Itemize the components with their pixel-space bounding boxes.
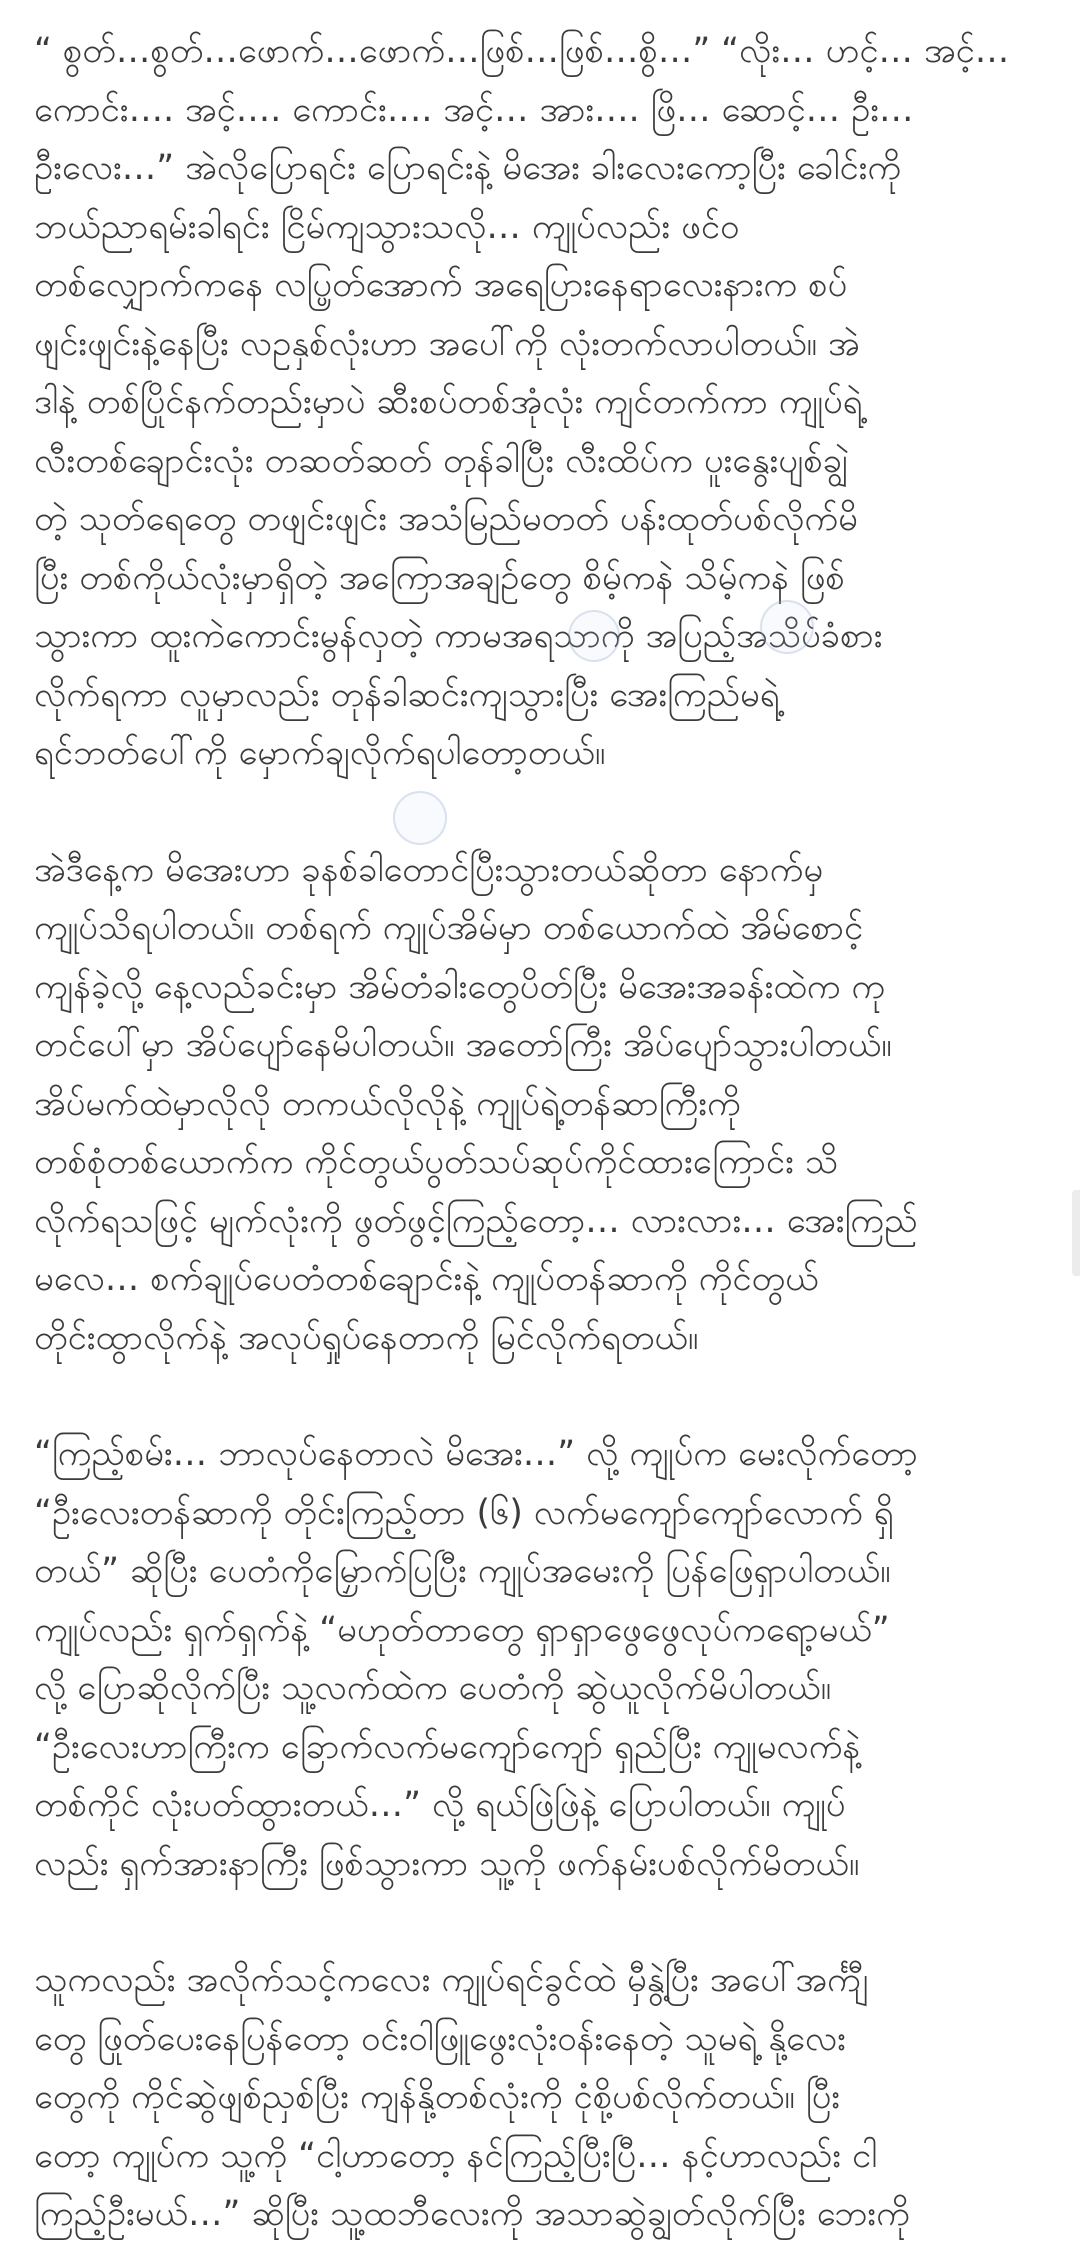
story-paragraph-1: “ စွတ်…စွတ်…ဖောက်…ဖောက်…ဖြစ်…ဖြစ်…စွိ…” “လိုး… ဟင့်… အင့်… ကောင်း…. အင့်…. ကောင်း…. အင့်… အား…. ဖြိ… ဆောင့်… ဦး… ဦးလေး…” အဲလိုပြောရင်း ပြောရင်းနဲ့ မိအေး ခါးလေးကော့ပြီး ခေါင်းကို ဘယ်ညာရမ်းခါရင်း ငြိမ်ကျသွားသလို… ကျုပ်လည်း ဖင်ဝ တစ်လျှောက်ကနေ လပ္ပြတ်အောက် အရေပြားနေရာလေးနားက စပ် ဖျင်းဖျင်းနဲ့နေပြီး လဥနှစ်လုံးဟာ အပေါ်ကို လုံးတက်လာပါတယ်။ အဲ ဒါနဲ့ တစ်ပြိုင်နက်တည်းမှာပဲ ဆီးစပ်တစ်အုံလုံး ကျင်တက်ကာ ကျုပ်ရဲ့ လီးတစ်ချောင်းလုံး တဆတ်ဆတ် တုန်ခါပြီး လီးထိပ်က ပူးနွေးပျစ်ချွဲ တဲ့ သုတ်ရေတွေ တဖျင်းဖျင်း အသံမြည်မတတ် ပန်းထုတ်ပစ်လိုက်မိ ပြီး တစ်ကိုယ်လုံးမှာရှိတဲ့ အကြောအချဉ်တွေ စိမ့်ကနဲ သိမ့်ကနဲ ဖြစ် သွားကာ ထူးကဲကောင်းမွန်လှတဲ့ ကာမအရသာကို အပြည့်အသိပ်ခံစား လိုက်ရကာ လူမှာလည်း တုန်ခါဆင်းကျသွားပြီး အေးကြည်မရဲ့ ရင်ဘတ်ပေါ်ကို မှောက်ချလိုက်ရပါတော့တယ်။ xyxy=(34,31,1010,773)
story-paragraph-3: “ကြည့်စမ်း… ဘာလုပ်နေတာလဲ မိအေး…” လို့ ကျုပ်က မေးလိုက်တော့ “ဦးလေးတန်ဆာကို တိုင်းကြည့်တာ (၆) လက်မကျော်ကျော်လောက် ရှိ တယ်” ဆိုပြီး ပေတံကိုမြှောက်ပြပြီး ကျုပ်အမေးကို ပြန်ဖြေရှာပါတယ်။ ကျုပ်လည်း ရှက်ရှက်နဲ့ “မဟုတ်တာတွေ ရှာရှာဖွေဖွေလုပ်ကရော့မယ်” လို့ ပြောဆိုလိုက်ပြီး သူ့လက်ထဲက ပေတံကို ဆွဲယူလိုက်မိပါတယ်။ “ဦးလေးဟာကြီးက ခြောက်လက်မကျော်ကျော် ရှည်ပြီး ကျုမလက်နဲ့ တစ်ကိုင် လုံးပတ်ထွားတယ်…” လို့ ရယ်ဖြဲဖြဲနဲ့ ပြောပါတယ်။ ကျုပ် လည်း ရှက်အားနာကြီး ဖြစ်သွားကာ သူ့ကို ဖက်နမ်းပစ်လိုက်မိတယ်။ xyxy=(34,1434,918,1884)
story-paragraph-4: သူကလည်း အလိုက်သင့်ကလေး ကျုပ်ရင်ခွင်ထဲ မှီနွဲ့ပြီး အပေါ်အင်္ကျီ တွေ ဖြုတ်ပေးနေပြန်တော့ ဝင်းဝါဖြူဖွေးလုံးဝန်းနေတဲ့ သူမရဲ့ နို့လေး တွေကို ကိုင်ဆွဲဖျစ်ညှစ်ပြီး ကျန်နို့တစ်လုံးကို ငုံစို့ပစ်လိုက်တယ်။ ပြီး တော့ ကျုပ်က သူ့ကို “ငါ့ဟာတော့ နင်ကြည့်ပြီးပြီ… နင့်ဟာလည်း ငါ ကြည့်ဦးမယ်…” ဆိုပြီး သူ့ထဘီလေးကို အသာဆွဲချွတ်လိုက်ပြီး ဘေးကို xyxy=(34,1960,910,2234)
scrollbar-handle[interactable] xyxy=(1072,1190,1080,1276)
story-paragraph-2: အဲဒီနေ့က မိအေးဟာ ခုနစ်ခါတောင်ပြီးသွားတယ်ဆိုတာ နောက်မှ ကျုပ်သိရပါတယ်။ တစ်ရက် ကျုပ်အိမ်မှာ တစ်ယောက်ထဲ အိမ်စောင့် ကျန်ခဲ့လို့ နေ့လည်ခင်းမှာ အိမ်တံခါးတွေပိတ်ပြီး မိအေးအခန်းထဲက ကု တင်ပေါ်မှာ အိပ်ပျော်နေမိပါတယ်။ အတော်ကြီး အိပ်ပျော်သွားပါတယ်။ အိပ်မက်ထဲမှာလိုလို တကယ်လိုလိုနဲ့ ကျုပ်ရဲ့တန်ဆာကြီးကို တစ်စုံတစ်ယောက်က ကိုင်တွယ်ပွတ်သပ်ဆုပ်ကိုင်ထားကြောင်း သိ လိုက်ရသဖြင့် မျက်လုံးကို ဖွတ်ဖွင့်ကြည့်တော့… လားလား… အေးကြည် မလေ… စက်ချုပ်ပေတံတစ်ချောင်းနဲ့ ကျုပ်တန်ဆာကို ကိုင်တွယ် တိုင်းထွာလိုက်နဲ့ အလုပ်ရှုပ်နေတာကို မြင်လိုက်ရတယ်။ xyxy=(34,849,918,1358)
